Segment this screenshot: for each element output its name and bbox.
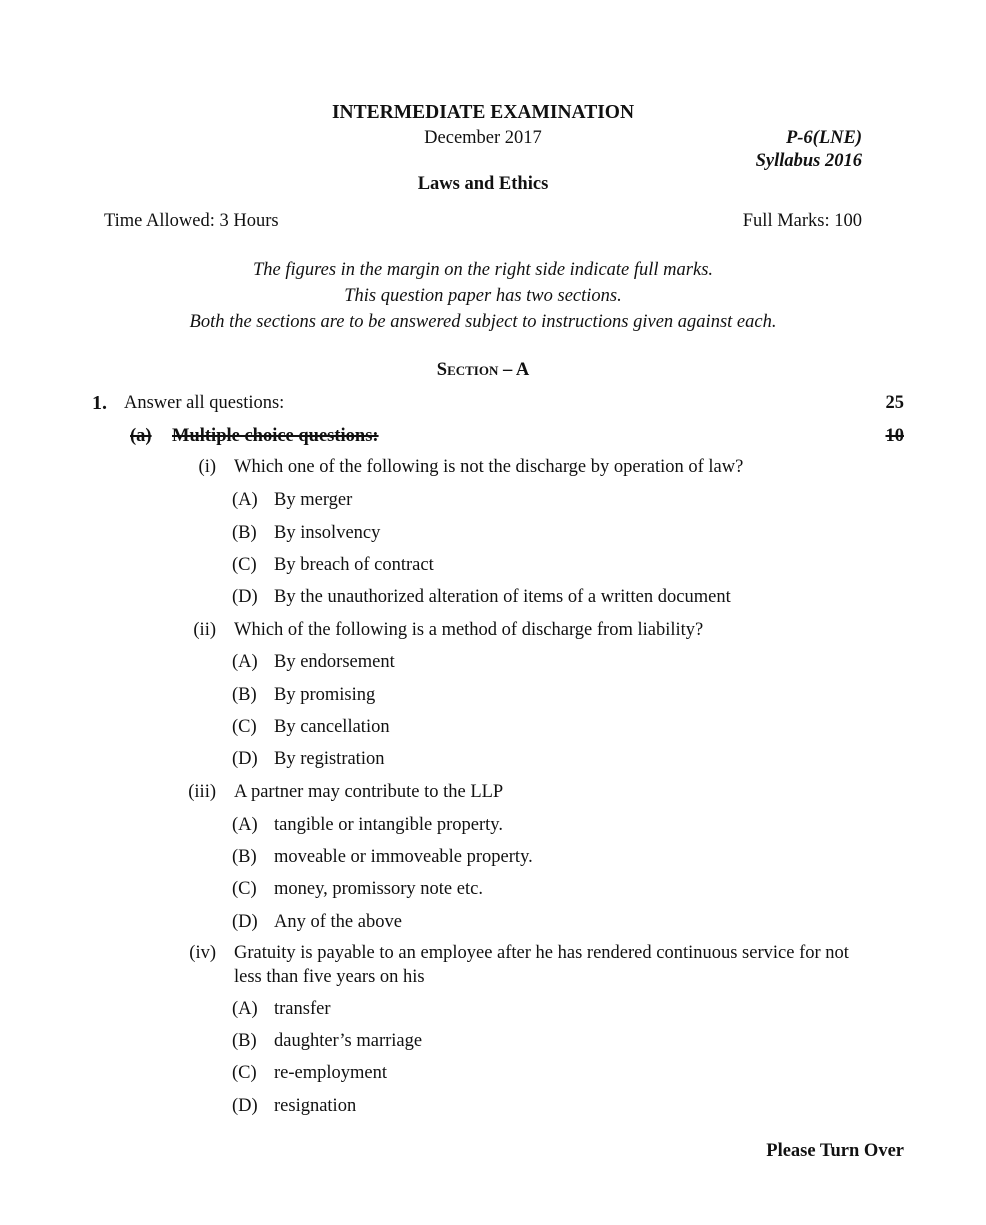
option-text: moveable or immoveable property. xyxy=(274,847,533,867)
question-number: (iii) xyxy=(188,782,216,802)
full-marks: Full Marks: 100 xyxy=(742,211,862,231)
option-text: tangible or intangible property. xyxy=(274,815,503,835)
question-text: Which of the following is a method of discharge from liability? xyxy=(234,620,704,640)
option-letter: (A) xyxy=(232,999,258,1019)
option-text: daughter’s marriage xyxy=(274,1031,423,1051)
exam-title: INTERMEDIATE EXAMINATION xyxy=(331,102,635,123)
option-text: transfer xyxy=(274,999,331,1019)
option-text: By endorsement xyxy=(274,652,395,672)
option-letter: (C) xyxy=(232,717,257,737)
option-letter: (C) xyxy=(232,1063,257,1083)
q1-marks: 25 xyxy=(885,393,904,413)
option-text: By promising xyxy=(274,685,376,705)
option-text: money, promissory note etc. xyxy=(274,879,483,899)
question-number: (ii) xyxy=(193,620,216,640)
option-letter: (A) xyxy=(232,490,258,510)
part-a-marks: 10 xyxy=(885,426,904,446)
option-letter: (A) xyxy=(232,815,258,835)
subject: Laws and Ethics xyxy=(417,174,549,194)
option-text: By insolvency xyxy=(274,523,381,543)
q1-number: 1. xyxy=(92,392,107,414)
question-text-continued: less than five years on his xyxy=(234,967,425,987)
option-letter: (C) xyxy=(232,879,257,899)
instruction-2: This question paper has two sections. xyxy=(344,286,622,306)
section-heading: Section – A xyxy=(436,360,530,380)
q1-text: Answer all questions: xyxy=(124,393,285,413)
part-a-text: Multiple choice questions: xyxy=(172,426,379,446)
question-text: Which one of the following is not the discharge by operation of law? xyxy=(234,457,744,477)
question-text: A partner may contribute to the LLP xyxy=(234,782,504,802)
instruction-3: Both the sections are to be answered subject to instructions given against each. xyxy=(189,312,777,332)
time-allowed: Time Allowed: 3 Hours xyxy=(104,211,279,231)
option-letter: (D) xyxy=(232,587,258,607)
option-letter: (B) xyxy=(232,1031,257,1051)
option-text: By the unauthorized alteration of items of a written document xyxy=(274,587,731,607)
option-letter: (B) xyxy=(232,523,257,543)
option-letter: (A) xyxy=(232,652,258,672)
instruction-1: The figures in the margin on the right side indicate full marks. xyxy=(252,260,714,280)
please-turn-over: Please Turn Over xyxy=(766,1141,904,1161)
option-text: Any of the above xyxy=(274,912,402,932)
option-text: re-employment xyxy=(274,1063,388,1083)
option-text: By breach of contract xyxy=(274,555,434,575)
question-number: (i) xyxy=(198,457,216,477)
option-text: By registration xyxy=(274,749,385,769)
option-text: By merger xyxy=(274,490,353,510)
question-number: (iv) xyxy=(189,943,216,963)
option-letter: (D) xyxy=(232,912,258,932)
option-letter: (B) xyxy=(232,847,257,867)
part-a-label: (a) xyxy=(130,426,152,446)
option-letter: (C) xyxy=(232,555,257,575)
option-text: resignation xyxy=(274,1096,357,1116)
option-text: By cancellation xyxy=(274,717,390,737)
exam-date: December 2017 xyxy=(424,128,542,148)
question-text: Gratuity is payable to an employee after he has rendered continuous service for not xyxy=(234,943,849,963)
option-letter: (B) xyxy=(232,685,257,705)
syllabus: Syllabus 2016 xyxy=(755,151,862,171)
paper-code: P-6(LNE) xyxy=(785,128,862,148)
option-letter: (D) xyxy=(232,749,258,769)
option-letter: (D) xyxy=(232,1096,258,1116)
